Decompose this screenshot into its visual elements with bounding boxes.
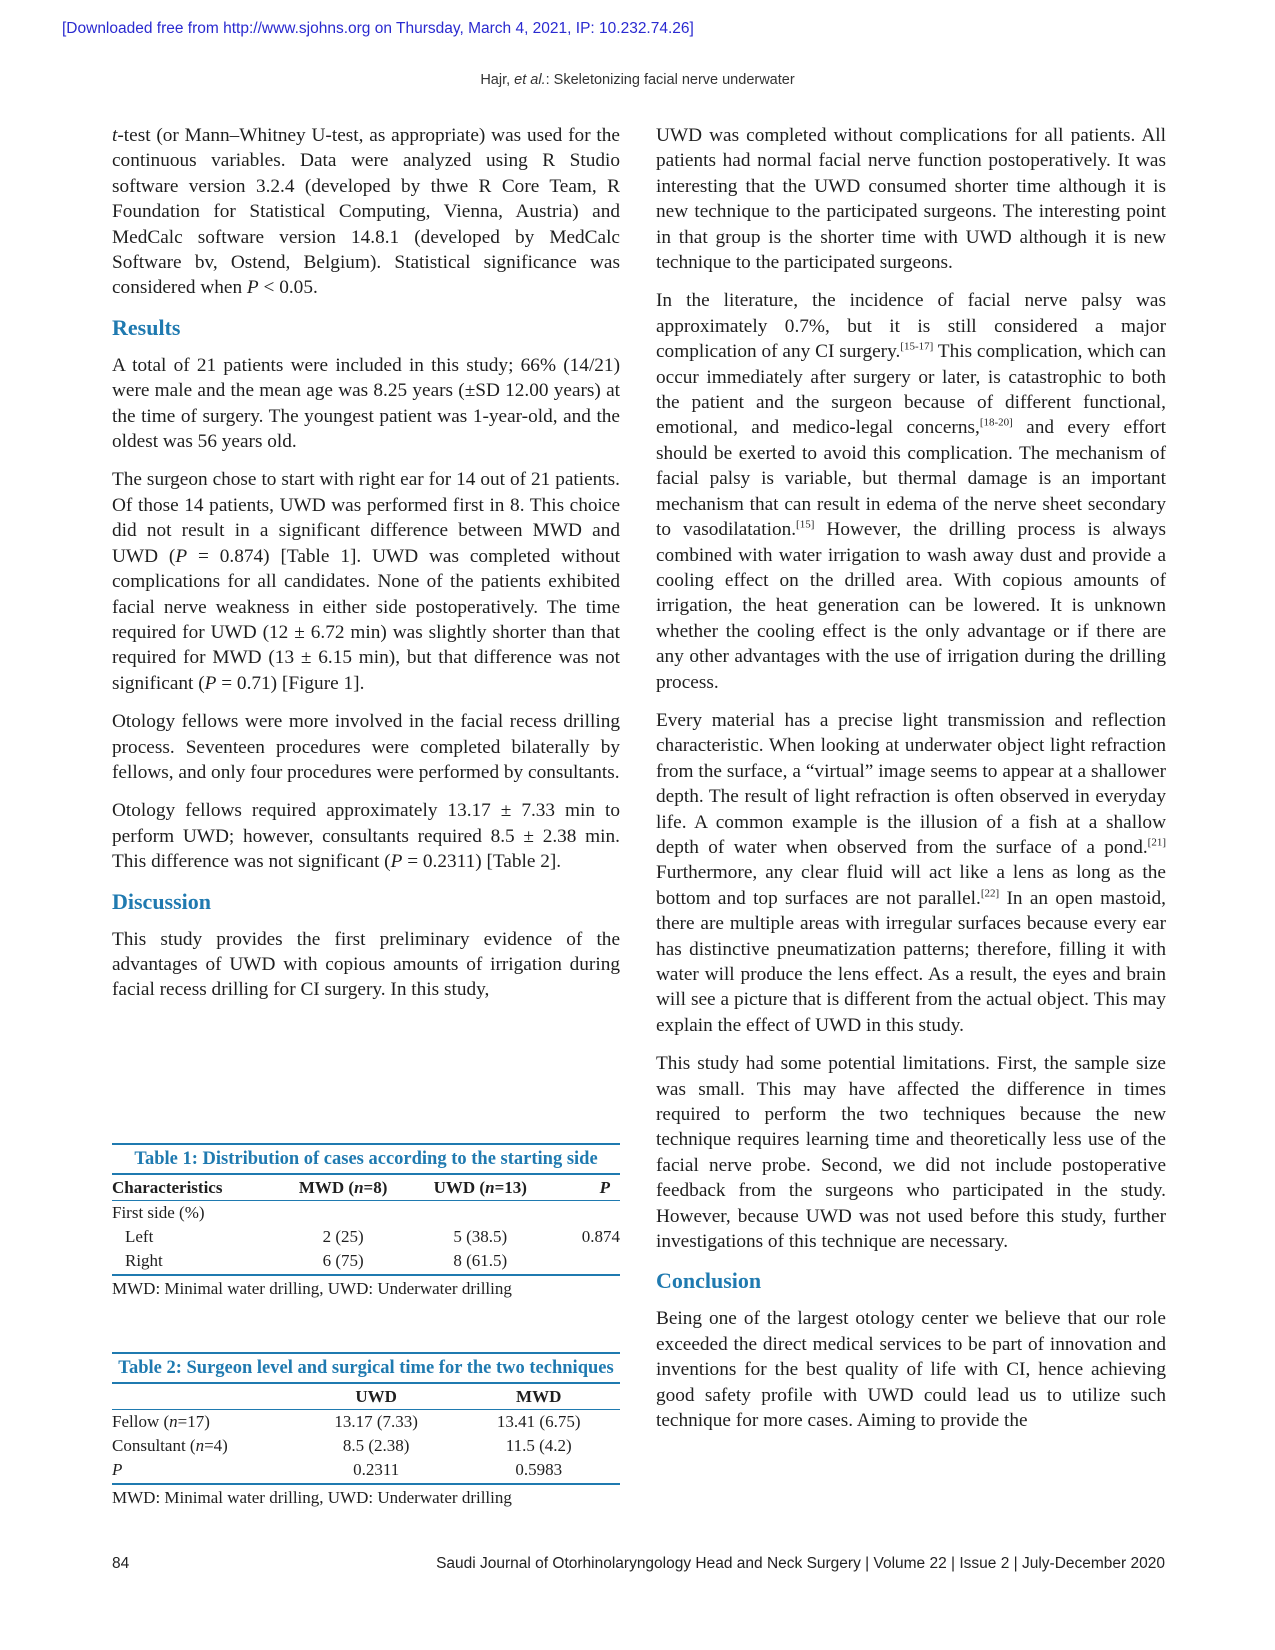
table-1-grid (112, 1175, 620, 1274)
citation-link[interactable]: [15-17] (900, 340, 934, 353)
table-cell: 11.5 (4.2) (505, 1436, 572, 1455)
results-paragraph-4 (112, 798, 620, 874)
discussion-p3-a: In the literature, the incidence of facial nerve palsy was approximately 0.7%, but it is still considered a major complication of any CI surgery. (656, 290, 1166, 363)
table-cell: 6 (75) (322, 1251, 364, 1270)
header-text: UWD ( (433, 1178, 486, 1197)
table-1-group-label: First side (%) (112, 1203, 205, 1222)
results-paragraph-3: Otology fellows were more involved in the facial recess drilling process. Seventeen procedures were completed bilaterally by fellows, and only four procedures were performed by consultants. (112, 711, 620, 783)
discussion-paragraph-1: This study provides the first preliminary evidence of the advantages of UWD with copious amounts of irrigation during facial recess drilling for CI surgery. In this study, (112, 928, 620, 1001)
p-symbol: P (112, 1460, 123, 1479)
discussion-paragraph-3 (656, 288, 1166, 695)
table-row (112, 1225, 620, 1249)
table-cell: 2 (25) (322, 1227, 364, 1246)
results-p2-a: The surgeon chose to start with right ear for 14 out of 21 patients. Of those 14 patients, UWD was performed first in 8. This choice did not result in a significant difference between MWD and UWD ( (112, 469, 620, 567)
table-cell: Left (125, 1227, 154, 1246)
row-label: Fellow ( (112, 1412, 170, 1431)
n-symbol: n (195, 1436, 205, 1455)
conclusion-heading: Conclusion (656, 1268, 762, 1294)
discussion-p4-c: In an open mastoid, there are multiple areas with irregular surfaces because every ear has distinctive pneumatization patterns; therefore, filling it with water will produce the lens effect. As a result, the eyes and brain will see a picture that is different from the actual object. This may explain the effect of UWD in this study. (656, 887, 1166, 1036)
n-symbol: n (485, 1178, 495, 1197)
discussion-paragraph-2: UWD was completed without complications for all patients. All patients had normal facial nerve function postoperatively. It was interesting that the UWD consumed shorter time although it is new technique to the participated surgeons. The interesting point in that group is the shorter time with UWD although it is new technique to the participated surgeons. (656, 125, 1166, 274)
table-row (112, 1249, 620, 1274)
table-cell: 0.5983 (515, 1460, 563, 1479)
table-cell (112, 1410, 295, 1435)
p-symbol: P (204, 672, 217, 694)
discussion-paragraph-4 (656, 708, 1166, 1038)
table-2-grid (112, 1384, 620, 1483)
running-head-title: : Skeletonizing facial nerve underwater (545, 72, 795, 88)
table-1-footnote: MWD: Minimal water drilling, UWD: Underwater drilling (112, 1274, 620, 1300)
p-symbol: P (599, 1178, 610, 1197)
table-row (112, 1458, 620, 1483)
conclusion-paragraph: Being one of the largest otology center we believe that our role exceeded the direct medical services to be part of innovation and inventions for the best quality of life with CI, hence achieving good safety profile with UWD could lead us to utilize such technique for more cases. Aiming to provide the (656, 1308, 1166, 1432)
methods-tail-text: -test (or Mann–Whitney U-test, as appropriate) was used for the continuous variables. Data were analyzed using R Studio software version 3.2.4 (developed by thwe R Core Team, R Foundation for Statistical Computing, Vienna, Austria) and MedCalc software version 14.8.1 (developed by MedCalc Software bv, Ostend, Belgium). Statistical significance was considered when (112, 125, 620, 299)
row-label: =17) (177, 1412, 210, 1431)
p-symbol: P (246, 277, 259, 299)
table-cell (549, 1249, 620, 1274)
results-p4-a: Otology fellows required approximately 13.17 ± 7.33 min to perform UWD; however, consultants required 8.5 ± 2.38 min. This difference was not significant ( (112, 800, 620, 873)
table-row (112, 1434, 620, 1458)
table-1-header-mwd (275, 1175, 412, 1201)
table-2 (112, 1352, 620, 1509)
n-symbol: n (354, 1178, 364, 1197)
running-head-author: Hajr, (480, 72, 511, 88)
methods-tail-paragraph (112, 123, 620, 301)
discussion-heading: Discussion (112, 888, 212, 914)
table-1-header-row (112, 1175, 620, 1201)
methods-tail-end: < 0.05. (258, 277, 318, 299)
citation-link[interactable]: [15] (796, 518, 815, 531)
results-heading: Results (112, 314, 181, 340)
discussion-p3-c: and every effort should be exerted to avoid this complication. The mechanism of facial palsy is variable, but thermal damage is an important mechanism that can result in edema of the nerve sheet secondary to vasodilatation. (656, 417, 1166, 541)
limitations-paragraph: This study had some potential limitations. First, the sample size was small. This may have affected the difference in times required to perform the two techniques because the new technique requires learning time and theoretically less use of the facial nerve probe. Second, we did not include postoperative feedback from the surgeons who participated in the study. However, because UWD was not used before this study, further investigations of this technique are necessary. (656, 1053, 1166, 1253)
running-head (0, 72, 1275, 88)
discussion-p3-d: However, the drilling process is always combined with water irrigation to wash away dust and provide a cooling effect on the drilled area. With copious amounts of irrigation, the heat generation can be lowered. It is unknown whether the cooling effect is the only advantage or if there are any other advantages with the use of irrigation during the drilling process. (656, 519, 1166, 693)
table-cell: 8 (61.5) (453, 1251, 508, 1270)
table-cell: 0.874 (581, 1227, 620, 1246)
table-cell: 5 (38.5) (453, 1227, 508, 1246)
discussion-p4-b: Furthermore, any clear fluid will act like a lens as long as the bottom and top surfaces are not parallel. (656, 862, 1166, 909)
table-row (112, 1201, 620, 1226)
running-head-etal: et al. (514, 72, 546, 88)
table-cell: 13.41 (6.75) (496, 1412, 581, 1431)
right-column (656, 123, 1166, 1434)
results-paragraph-1: A total of 21 patients were included in this study; 66% (14/21) were male and the mean age was 8.25 years (±SD 12.00 years) at the time of surgery. The youngest patient was 1-year-old, and the oldest was 56 years old. (112, 354, 620, 453)
citation-link[interactable]: [21] (1147, 836, 1166, 849)
table-2-footnote: MWD: Minimal water drilling, UWD: Underwater drilling (112, 1483, 620, 1509)
table-cell (112, 1458, 295, 1483)
table-cell: 8.5 (2.38) (342, 1436, 410, 1455)
table-row (112, 1410, 620, 1435)
results-p4-b: = 0.2311) [Table 2]. (402, 851, 562, 873)
table-cell: Right (125, 1251, 163, 1270)
row-label: =4) (204, 1436, 228, 1455)
citation-link[interactable]: [18-20] (979, 417, 1013, 430)
table-2-header-row (112, 1384, 620, 1410)
p-symbol: P (175, 545, 188, 567)
row-label: Consultant ( (112, 1436, 196, 1455)
download-banner[interactable]: [Downloaded free from http://www.sjohns.org on Thursday, March 4, 2021, IP: 10.232.74.26] (62, 20, 694, 37)
table-2-header-mwd: MWD (457, 1384, 620, 1410)
table-2-header-uwd: UWD (295, 1384, 458, 1410)
citation-link[interactable]: [22] (980, 887, 1000, 900)
header-text: MWD ( (298, 1178, 355, 1197)
results-p2-b: = 0.874) [Table 1]. UWD was completed without complications for all candidates. None of the patients exhibited facial nerve weakness in either side postoperatively. The time required for UWD (12 ± 6.72 min) was slightly shorter than that required for MWD (13 ± 6.15 min), but that difference was not significant ( (112, 545, 620, 694)
table-1-header-characteristics: Characteristics (112, 1175, 275, 1201)
results-paragraph-2 (112, 467, 620, 696)
header-text: =13) (494, 1178, 527, 1197)
header-text: =8) (363, 1178, 388, 1197)
table-cell: 0.2311 (353, 1460, 400, 1479)
table-2-header-blank (112, 1384, 295, 1410)
table-1-title: Table 1: Distribution of cases according to the starting side (112, 1143, 620, 1175)
n-symbol: n (169, 1412, 178, 1431)
left-column (112, 123, 620, 1003)
table-1 (112, 1143, 620, 1300)
table-1-header-uwd (412, 1175, 549, 1201)
discussion-p3-b: This complication, which can occur immediately after surgery or later, is catastrophic to both the patient and the surgeon because of different functional, emotional, and medico-legal concerns, (656, 341, 1166, 439)
p-symbol: P (390, 851, 403, 873)
table-2-title: Table 2: Surgeon level and surgical time for the two techniques (112, 1352, 620, 1384)
table-1-header-p (549, 1175, 620, 1201)
t-letter: t (112, 125, 118, 146)
page-number: 84 (112, 1555, 130, 1572)
discussion-p4-a: Every material has a precise light transmission and reflection characteristic. When looking at underwater object light refraction from the surface, a “virtual” image seems to appear at a shallower depth. The result of light refraction is often observed in everyday life. A common example is the illusion of a fish at a shallow depth of water when observed from the surface of a pond. (656, 709, 1166, 858)
table-cell (112, 1434, 295, 1458)
results-p2-c: = 0.71) [Figure 1]. (216, 672, 365, 694)
table-cell: 13.17 (7.33) (334, 1412, 418, 1431)
journal-footer: Saudi Journal of Otorhinolaryngology Head and Neck Surgery | Volume 22 | Issue 2 | July-December 2020 (436, 1555, 1165, 1572)
